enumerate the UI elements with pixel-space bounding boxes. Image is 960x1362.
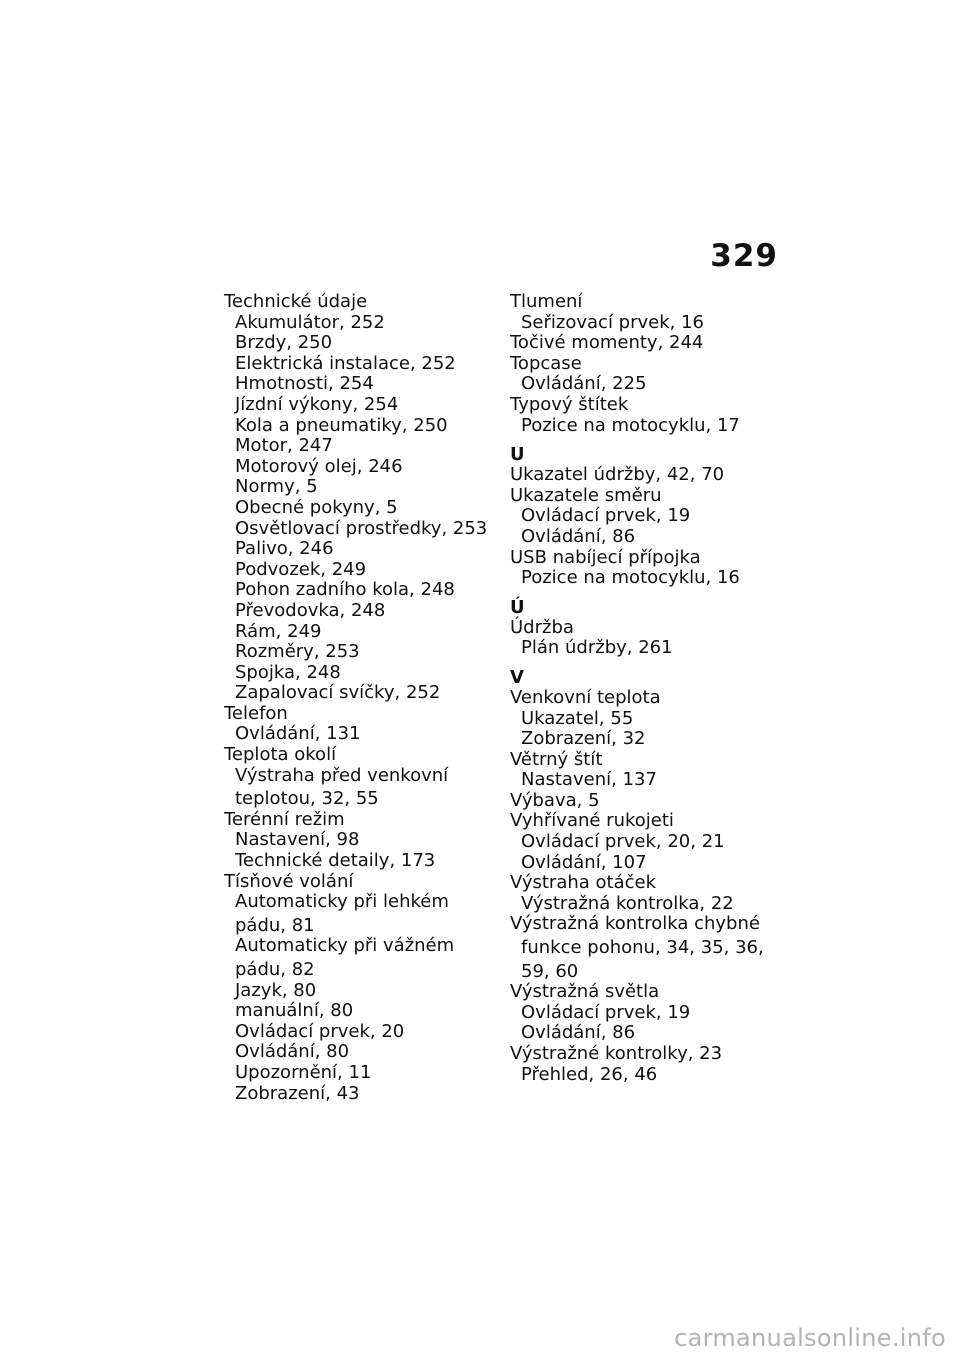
index-subentry: Ovládání, 131: [235, 723, 361, 745]
index-letter-heading: U: [510, 444, 525, 466]
index-subentry: Ovládání, 225: [521, 373, 647, 395]
index-entry: Venkovní teplota: [510, 686, 661, 708]
index-subentry: Pozice na motocyklu, 17: [521, 414, 740, 436]
index-entry: Údržba: [510, 616, 574, 638]
index-entry: Tlumení: [510, 291, 583, 312]
index-subentry: Výstražná kontrolka, 22: [521, 892, 734, 914]
index-entry: Točivé momenty, 244: [510, 332, 704, 354]
index-entry: Větrný štít: [510, 748, 603, 770]
index-subentry: Nastavení, 98: [235, 829, 360, 851]
index-subentry: Ovládání, 86: [521, 525, 636, 547]
index-entry: Ukazatel údržby, 42, 70: [510, 464, 725, 486]
index-subentry: Ovládací prvek, 19: [521, 1001, 691, 1023]
index-subentry: Obecné pokyny, 5: [235, 496, 398, 518]
watermark[interactable]: carmanualsonline.info: [674, 1324, 946, 1352]
index-entry: USB nabíjecí přípojka: [510, 546, 701, 568]
index-entry: Typový štítek: [510, 393, 629, 415]
index-subentry: Rám, 249: [235, 620, 322, 642]
page-number: 329: [710, 238, 778, 274]
index-entry: Vyhřívané rukojeti: [510, 810, 674, 832]
index-subentry: Pohon zadního kola, 248: [235, 579, 455, 601]
index-subentry: Motorový olej, 246: [235, 455, 403, 477]
index-subentry: Automaticky při vážném: [235, 935, 455, 957]
index-subentry: funkce pohonu, 34, 35, 36,: [521, 937, 764, 959]
index-letter-heading: Ú: [510, 596, 525, 618]
index-subentry: Přehled, 26, 46: [521, 1063, 658, 1085]
index-entry: Topcase: [510, 352, 582, 374]
index-entry: Teplota okolí: [224, 744, 337, 766]
index-entry: Tísňové volání: [224, 870, 354, 892]
index-entry: Technické údaje: [224, 291, 368, 312]
index-subentry: Jízdní výkony, 254: [235, 393, 399, 415]
index-subentry: teplotou, 32, 55: [235, 788, 379, 810]
index-subentry: Spojka, 248: [235, 661, 341, 683]
index-subentry: Ovládací prvek, 19: [521, 505, 691, 527]
index-subentry: Osvětlovací prostředky, 253: [235, 517, 488, 539]
index-subentry: Pozice na motocyklu, 16: [521, 567, 740, 589]
index-subentry: pádu, 81: [235, 914, 315, 936]
index-subentry: Plán údržby, 261: [521, 637, 673, 659]
index-subentry: Výstraha před venkovní: [235, 764, 449, 786]
index-subentry: Motor, 247: [235, 435, 333, 457]
index-subentry: Technické detaily, 173: [235, 850, 436, 872]
index-entry: Výstražná světla: [510, 981, 660, 1003]
index-subentry: Podvozek, 249: [235, 558, 367, 580]
index-entry: Výstražné kontrolky, 23: [510, 1043, 723, 1064]
index-entry: Výstraha otáček: [510, 872, 657, 894]
index-column-left: [224, 292, 514, 1104]
index-subentry: Nastavení, 137: [521, 769, 657, 791]
index-entry: Ukazatele směru: [510, 484, 662, 506]
index-subentry: Zobrazení, 43: [235, 1082, 360, 1104]
index-subentry: Rozměry, 253: [235, 641, 360, 663]
index-subentry: Ukazatel, 55: [521, 707, 634, 729]
index-column-right: [510, 292, 800, 1085]
index-subentry: Akumulátor, 252: [235, 311, 385, 333]
index-subentry: Ovládání, 86: [521, 1022, 636, 1044]
index-subentry: Automaticky při lehkém: [235, 891, 449, 913]
index-subentry: Elektrická instalace, 252: [235, 352, 456, 374]
index-subentry: Normy, 5: [235, 476, 318, 498]
index-subentry: Upozornění, 11: [235, 1061, 372, 1083]
index-letter-heading: V: [510, 666, 524, 688]
index-subentry: Jazyk, 80: [235, 979, 317, 1001]
index-subentry: Ovládání, 80: [235, 1041, 350, 1063]
index-subentry: Palivo, 246: [235, 538, 334, 560]
index-subentry: Převodovka, 248: [235, 599, 386, 621]
index-entry: Telefon: [224, 702, 288, 724]
index-subentry: Ovládací prvek, 20, 21: [521, 831, 725, 853]
index-subentry: Hmotnosti, 254: [235, 373, 374, 395]
index-subentry: Seřizovací prvek, 16: [521, 311, 704, 333]
index-subentry: 59, 60: [521, 960, 579, 982]
index-subentry: pádu, 82: [235, 959, 315, 980]
index-subentry: Ovládací prvek, 20: [235, 1020, 405, 1042]
index-subentry: manuální, 80: [235, 1000, 354, 1022]
index-subentry: Zobrazení, 32: [521, 728, 646, 750]
index-subentry: Brzdy, 250: [235, 332, 333, 354]
index-entry: Terénní režim: [224, 808, 345, 830]
index-subentry: Kola a pneumatiky, 250: [235, 414, 448, 436]
index-subentry: Zapalovací svíčky, 252: [235, 682, 441, 704]
index-entry: Výbava, 5: [510, 789, 600, 811]
index-entry: Výstražná kontrolka chybné: [510, 913, 760, 935]
index-subentry: Ovládání, 107: [521, 851, 647, 873]
